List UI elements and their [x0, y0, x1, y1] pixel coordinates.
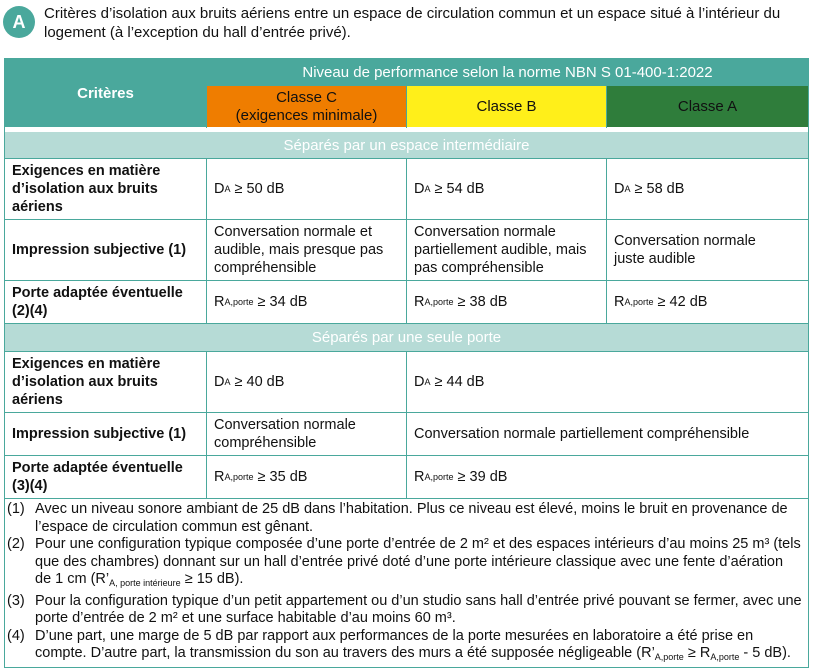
value-class-ba-door-2: R A,porte ≥ 39 dB: [414, 469, 508, 485]
grid-line: [406, 86, 407, 128]
footnote-3: (3) Pour la configuration typique d’un petit appartement ou d’un studio sans hall d’entrée privé pouvant se fermer, avec une porte d’entrée de 2 m² et une surface habitable d’au moins 60 m³.: [7, 592, 802, 626]
section-intermediate-space: Séparés par un espace intermédiaire: [5, 132, 808, 158]
row-label-isolation-1: Exigences en matière d’isolation aux bruits aériens: [12, 163, 161, 215]
footnotes: [7, 501, 803, 667]
grid-line: [5, 323, 808, 324]
footnote-4: (4) D’une part, une marge de 5 dB par rapport aux performances de la porte mesurées en laboratoire a été prise en compte. D’autre part, la transmission du son au travers des murs a été supposée négligeable ($R’_{A,porte} \ge R_{A,porte} - 5$ dB).: [7, 627, 791, 662]
value-class-ba-subjective-2: Conversation normale partiellement compréhensible: [414, 426, 750, 442]
section-badge: A: [3, 6, 35, 38]
footnote-2: (2) Pour une configuration typique composée d’une porte d’entrée de 2 m² et des espaces intérieurs d’au moins 25 m³ (tels que des chambres) donnant sur un hall d’entrée privé doté d’une porte intérieure classique avec une fente d’aération de 1 cm ($R’_{A, porte intérieure} \ge 15$ dB).: [7, 536, 801, 588]
value-class-ba-isolation-2: D A ≥ 44 dB: [414, 374, 485, 390]
page-title: Critères d’isolation aux bruits aériens entre un espace de circulation commun et un espace situé à l’intérieur du logement (à l’exception du hall d’entrée privé).: [44, 5, 781, 41]
value-class-c-subjective-1: Conversation normale et audible, mais presque pas compréhensible: [214, 224, 384, 276]
value-class-c-isolation-1: D A ≥ 50 dB: [214, 181, 285, 197]
value-class-c-door-2: R A,porte ≥ 35 dB: [214, 469, 308, 485]
value-class-b-isolation-1: D A ≥ 54 dB: [414, 181, 485, 197]
grid-line: [206, 85, 809, 86]
class-b-header: Classe B: [407, 86, 606, 127]
value-class-a-subjective-1: Conversation normale juste audible: [614, 233, 756, 267]
value-class-a-door-1: R A,porte ≥ 42 dB: [614, 294, 708, 310]
performance-header: Niveau de performance selon la norme NBN S 01-400-1:2022: [207, 59, 808, 85]
grid-line: [606, 158, 607, 324]
class-c-header: [207, 86, 406, 127]
footnote-1: (1) Avec un niveau sonore ambiant de 25 dB dans l’habitation. Plus ce niveau est élevé, moins le bruit en provenance de l’espace de circulation commun est gênant.: [7, 501, 788, 535]
grid-line: [406, 351, 407, 498]
row-label-subjective-1: Impression subjective (1): [12, 242, 187, 258]
grid-line: [5, 219, 808, 220]
row-label-door-2: Porte adaptée éventuelle (3)(4): [12, 460, 183, 494]
class-c-label: Classe C: [276, 88, 337, 106]
value-class-b-door-1: R A,porte ≥ 38 dB: [414, 294, 508, 310]
grid-line: [606, 86, 607, 128]
grid-line: [406, 158, 407, 324]
class-a-header: Classe A: [607, 86, 808, 127]
criteria-header: Critères: [5, 59, 206, 127]
value-class-b-subjective-1: Conversation normale partiellement audible, mais pas compréhensible: [414, 224, 587, 276]
row-label-subjective-2: Impression subjective (1): [12, 426, 187, 442]
row-label-door-1: Porte adaptée éventuelle (2)(4): [12, 285, 183, 319]
grid-line: [5, 412, 808, 413]
grid-line: [206, 351, 207, 498]
value-class-c-door-1: R A,porte ≥ 34 dB: [214, 294, 308, 310]
grid-line: [5, 280, 808, 281]
class-c-note: (exigences minimale): [235, 106, 378, 124]
grid-line: [206, 158, 207, 324]
value-class-c-isolation-2: D A ≥ 40 dB: [214, 374, 285, 390]
grid-line: [5, 498, 808, 499]
grid-line: [5, 455, 808, 456]
grid-line: [206, 59, 207, 128]
value-class-a-isolation-1: D A ≥ 58 dB: [614, 181, 685, 197]
row-label-isolation-2: Exigences en matière d’isolation aux bruits aériens: [12, 356, 161, 408]
section-single-door: Séparés par une seule porte: [5, 324, 808, 351]
value-class-c-subjective-2: Conversation normale compréhensible: [214, 417, 356, 451]
